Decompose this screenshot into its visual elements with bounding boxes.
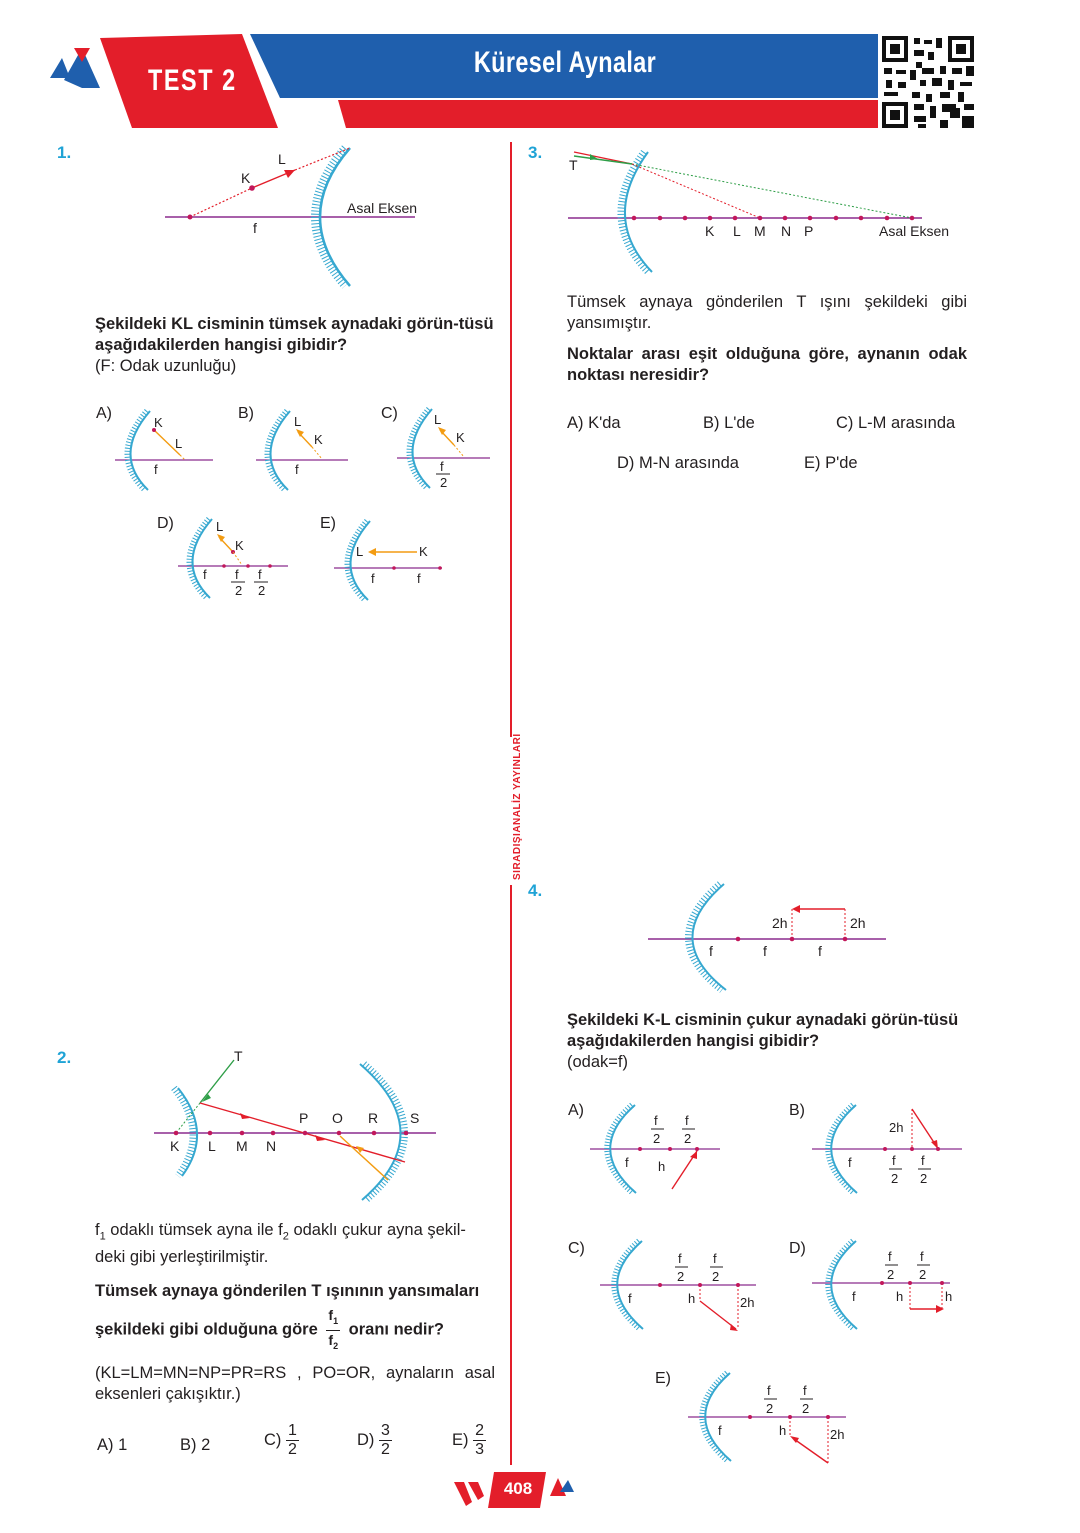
svg-text:f: f — [235, 567, 239, 582]
svg-text:2: 2 — [677, 1269, 685, 1284]
svg-text:h: h — [896, 1289, 904, 1304]
q3-question: Tümsek aynaya gönderilen T ışını şekildeki gibi yansımıştır. Noktalar arası eşit olduğuna göre, aynanın odak noktası neresidir? — [567, 293, 967, 384]
svg-text:2: 2 — [887, 1267, 895, 1282]
q1-figure — [150, 140, 450, 290]
svg-text:Asal Eksen: Asal Eksen — [347, 200, 418, 216]
svg-text:f: f — [258, 567, 262, 582]
svg-text:h: h — [779, 1423, 787, 1438]
svg-text:L: L — [278, 151, 286, 167]
svg-text:Asal Eksen: Asal Eksen — [879, 223, 950, 239]
svg-text:2h: 2h — [889, 1120, 904, 1135]
column-divider-top — [510, 142, 512, 737]
svg-text:P: P — [299, 1110, 309, 1126]
footer-logo-right-icon — [550, 1478, 574, 1496]
svg-text:f: f — [154, 462, 158, 477]
q4-figure — [640, 878, 900, 998]
svg-text:2: 2 — [235, 583, 243, 598]
svg-text:O: O — [332, 1110, 343, 1126]
svg-text:S: S — [410, 1110, 420, 1126]
svg-text:f: f — [654, 1113, 658, 1128]
svg-text:2h: 2h — [772, 915, 788, 931]
svg-text:D): D) — [157, 515, 174, 532]
svg-text:f: f — [625, 1155, 629, 1170]
svg-text:L: L — [208, 1138, 216, 1154]
q2-question: $f_1$ odaklı tümsek ayna ile $f_2$ odaklı çukur ayna şekil-deki gibi yerleştirilmiştir. Tümsek aynaya gönderilen T ışınının yansımaları şekildeki gibi olduğuna göre $\frac{f_1}{f_2}$ oranı nedir? (KL=LM=MN=NP=PR=RS , PO=OR, aynaların asal eksenleri çakışıktır.) — [95, 1221, 495, 1403]
svg-text:2: 2 — [712, 1269, 720, 1284]
svg-text:h: h — [688, 1291, 696, 1306]
svg-text:2: 2 — [802, 1401, 810, 1416]
svg-text:f: f — [709, 943, 713, 959]
svg-text:f: f — [371, 571, 375, 586]
svg-text:L: L — [356, 544, 364, 559]
svg-text:f: f — [763, 943, 767, 959]
svg-text:f: f — [848, 1155, 852, 1170]
svg-text:2: 2 — [258, 583, 266, 598]
svg-text:2: 2 — [920, 1171, 928, 1186]
question-number-1: 1. — [57, 143, 72, 162]
svg-text:2: 2 — [766, 1401, 774, 1416]
svg-text:f: f — [440, 459, 444, 474]
svg-text:f: f — [921, 1153, 925, 1168]
page-title: Küresel Aynalar — [473, 46, 657, 79]
svg-text:2: 2 — [653, 1131, 661, 1146]
svg-text:f: f — [803, 1383, 807, 1398]
svg-text:M: M — [754, 223, 766, 239]
svg-text:B): B) — [789, 1102, 805, 1119]
svg-text:P: P — [804, 223, 814, 239]
svg-text:f: f — [892, 1153, 896, 1168]
svg-text:f: f — [203, 567, 207, 582]
svg-text:h: h — [658, 1159, 666, 1174]
side-brand: SIRADIŞIANALİZ YAYINLARI — [512, 733, 523, 880]
svg-text:A): A) — [568, 1102, 584, 1119]
svg-text:L: L — [434, 412, 442, 427]
svg-text:C): C) — [568, 1240, 585, 1257]
svg-text:2h: 2h — [740, 1295, 755, 1310]
qr-code-icon — [880, 34, 976, 130]
svg-text:f: f — [628, 1291, 632, 1306]
svg-text:f: f — [718, 1423, 722, 1438]
svg-text:K: K — [456, 430, 465, 445]
publisher-logo-icon — [50, 48, 100, 88]
svg-text:L: L — [175, 436, 183, 451]
svg-text:L: L — [216, 519, 224, 534]
svg-text:E): E) — [655, 1370, 671, 1387]
q3-choice-b[interactable]: B) L'de — [703, 414, 755, 432]
svg-text:h: h — [945, 1289, 953, 1304]
svg-text:K: K — [314, 432, 323, 447]
svg-text:2: 2 — [684, 1131, 692, 1146]
q1-question: Şekildeki KL cisminin tümsek aynadaki görün-tüsü aşağıdakilerden hangisi gibidir? (F: Odak uzunluğu) — [95, 315, 494, 375]
q3-choice-a[interactable]: A) K'da — [567, 414, 621, 432]
q2-choice-a[interactable]: A) 1 — [97, 1436, 128, 1454]
column-divider-bottom — [510, 885, 512, 1465]
q3-choice-e[interactable]: E) P'de — [804, 454, 858, 472]
q2-choice-b[interactable]: B) 2 — [180, 1436, 211, 1454]
q4-options — [560, 1095, 980, 1475]
svg-text:f: f — [767, 1383, 771, 1398]
svg-text:L: L — [733, 223, 741, 239]
svg-text:f: f — [888, 1249, 892, 1264]
svg-text:f: f — [295, 462, 299, 477]
svg-text:K: K — [241, 170, 251, 186]
svg-text:D): D) — [789, 1240, 806, 1257]
q3-choice-d[interactable]: D) M-N arasında — [617, 454, 739, 472]
svg-text:L: L — [294, 414, 302, 429]
q2-choice-e[interactable]: E) $\frac{2}{3}$ — [452, 1422, 484, 1458]
svg-text:2: 2 — [919, 1267, 927, 1282]
svg-text:R: R — [368, 1110, 379, 1126]
q2-choice-c[interactable]: C) $\frac{1}{2}$ — [264, 1422, 297, 1458]
svg-text:f: f — [417, 571, 421, 586]
svg-text:N: N — [266, 1138, 277, 1154]
svg-text:2h: 2h — [830, 1427, 845, 1442]
q4-question: Şekildeki K-L cisminin çukur aynadaki görün-tüsü aşağıdakilerden hangisi gibidir? (odak=f) — [567, 1011, 959, 1071]
svg-text:K: K — [154, 415, 163, 430]
svg-text:E): E) — [320, 515, 336, 532]
svg-text:T: T — [569, 157, 578, 173]
svg-text:f: f — [852, 1289, 856, 1304]
q2-choice-d[interactable]: D) $\frac{3}{2}$ — [357, 1422, 390, 1458]
svg-text:f: f — [678, 1251, 682, 1266]
svg-text:f: f — [818, 943, 822, 959]
question-number-4: 4. — [528, 881, 543, 900]
svg-text:B): B) — [238, 405, 254, 422]
svg-text:2: 2 — [440, 475, 448, 490]
q3-figure — [560, 142, 970, 277]
svg-text:T: T — [234, 1048, 243, 1064]
svg-text:f: f — [253, 220, 257, 236]
svg-text:2h: 2h — [850, 915, 866, 931]
svg-text:C): C) — [381, 405, 398, 422]
q3-choice-c[interactable]: C) L-M arasında — [836, 414, 956, 432]
page-number: 408 — [503, 1479, 533, 1498]
footer-logo-left-icon — [454, 1482, 484, 1506]
q2-figure — [150, 1040, 450, 1210]
svg-text:K: K — [235, 538, 244, 553]
question-number-3: 3. — [528, 143, 543, 162]
svg-text:N: N — [781, 223, 792, 239]
svg-text:2: 2 — [891, 1171, 899, 1186]
svg-text:f: f — [685, 1113, 689, 1128]
question-number-2: 2. — [57, 1048, 72, 1067]
svg-text:M: M — [236, 1138, 248, 1154]
svg-text:f: f — [920, 1249, 924, 1264]
svg-text:A): A) — [96, 405, 112, 422]
svg-text:K: K — [170, 1138, 180, 1154]
svg-text:K: K — [705, 223, 715, 239]
svg-text:K: K — [419, 544, 428, 559]
test-label: TEST 2 — [148, 64, 237, 97]
svg-text:f: f — [713, 1251, 717, 1266]
q1-options — [90, 395, 510, 610]
